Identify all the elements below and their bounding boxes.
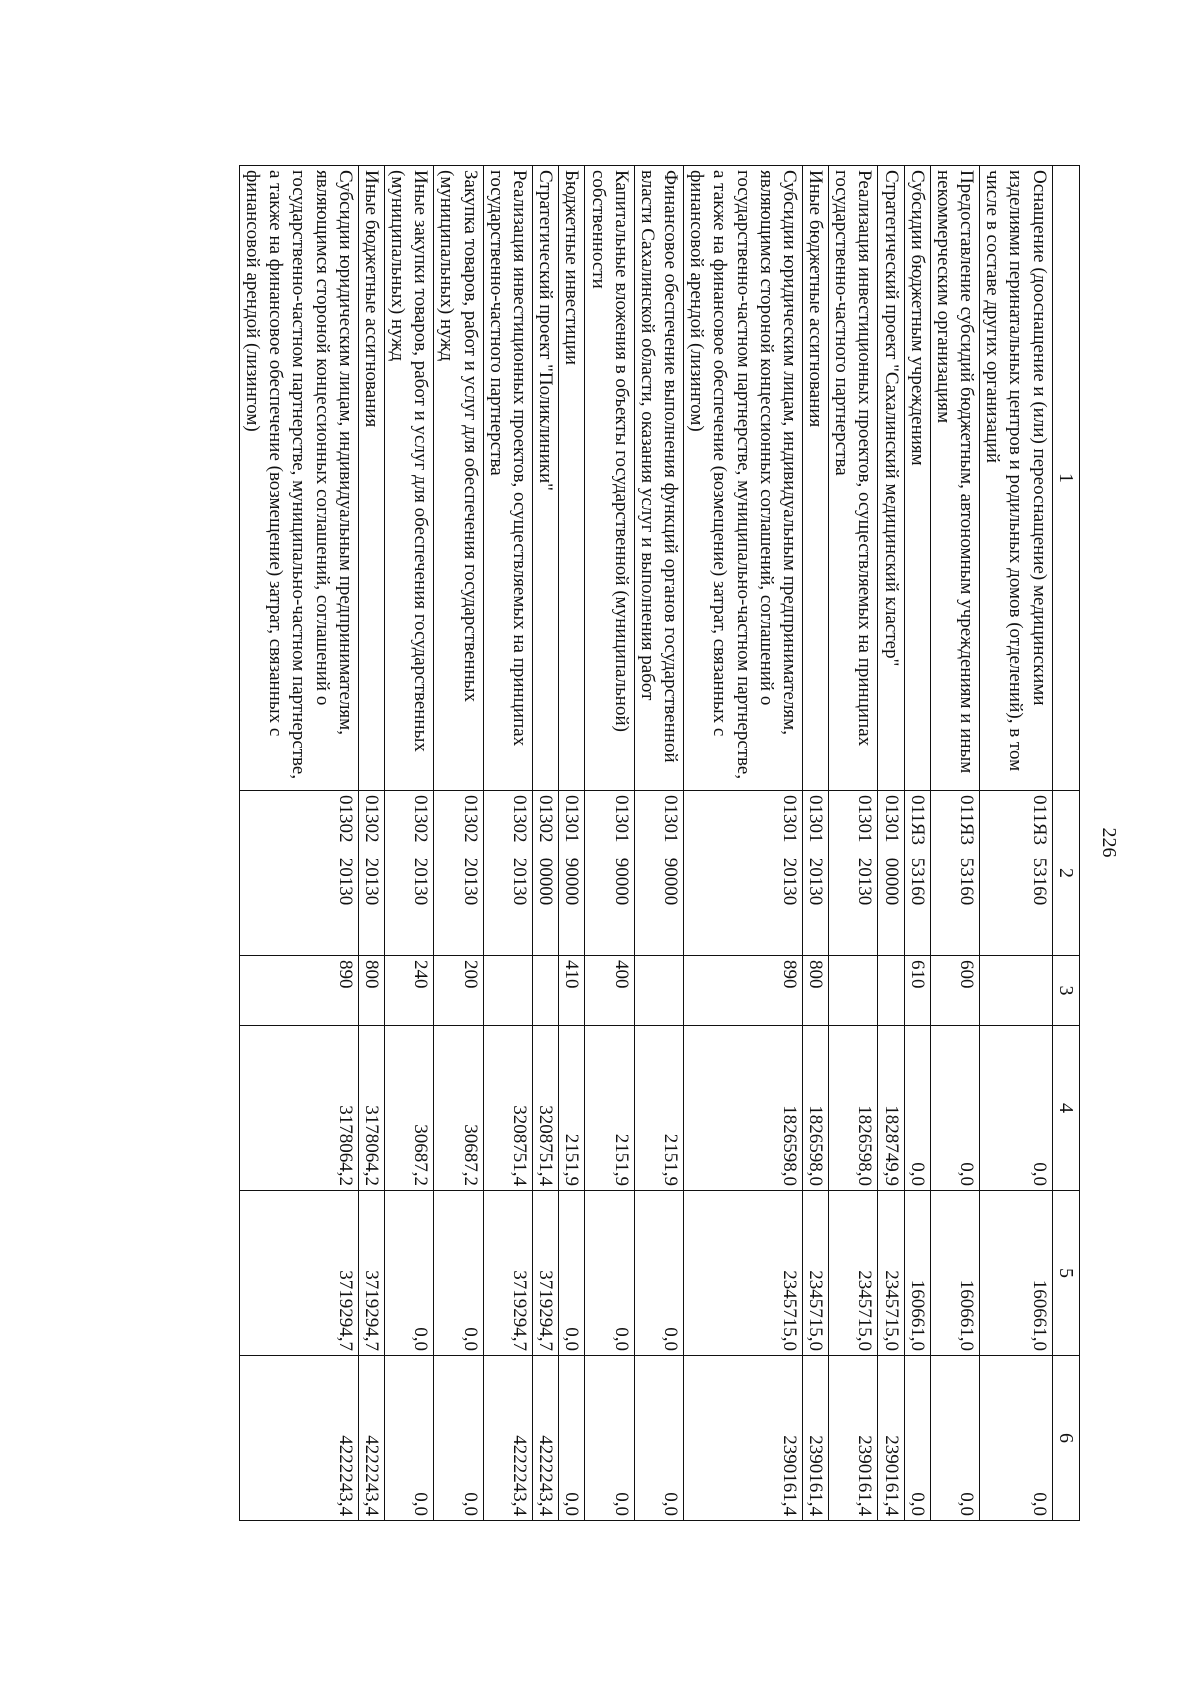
row-value-1: 2151,9 — [634, 1026, 683, 1191]
row-code — [585, 791, 634, 956]
table-row — [904, 166, 930, 1521]
row-value-1: 1826598,0 — [829, 1026, 878, 1191]
row-code-program: 01301 — [660, 795, 682, 843]
row-code — [559, 791, 585, 956]
row-name: Капитальные вложения в объекты государственной (муниципальной) собственности — [585, 166, 634, 791]
row-code — [634, 791, 683, 956]
row-group — [533, 956, 559, 1026]
row-value-1: 2151,9 — [559, 1026, 585, 1191]
table-row — [559, 166, 585, 1521]
row-code-program: 01301 — [854, 795, 876, 843]
row-code — [904, 791, 930, 956]
row-value-1: 3178064,2 — [239, 1026, 358, 1191]
row-name: Иные бюджетные ассигнования — [358, 166, 384, 791]
table-row — [483, 166, 532, 1521]
row-group — [878, 956, 904, 1026]
row-value-1: 3178064,2 — [358, 1026, 384, 1191]
row-code-direction: 20130 — [360, 857, 382, 906]
row-code-program: 01301 — [561, 795, 583, 843]
row-value-3: 0,0 — [634, 1356, 683, 1521]
row-code-direction: 00000 — [535, 857, 557, 906]
table-body — [239, 166, 1052, 1521]
table-row — [930, 166, 979, 1521]
row-value-3: 0,0 — [434, 1356, 483, 1521]
row-code — [358, 791, 384, 956]
row-name: Субсидии юридическим лицам, индивидуальным предпринимателям, являющимся стороной концессионных соглашений, соглашений о государственно-частном партнерстве, муниципально-частном партнерстве, а также на финансовое обеспечение (возмещение) затрат, связанных с финансовой арендой (лизингом) — [239, 166, 358, 791]
row-code-program: 011Я3 — [906, 795, 928, 845]
row-value-1: 2151,9 — [585, 1026, 634, 1191]
row-group: 610 — [904, 956, 930, 1026]
row-code — [684, 791, 803, 956]
row-group: 800 — [802, 956, 828, 1026]
row-value-2: 0,0 — [559, 1191, 585, 1356]
header-col-6: 6 — [1052, 1356, 1079, 1521]
row-value-3: 4222243,4 — [239, 1356, 358, 1521]
row-group: 200 — [434, 956, 483, 1026]
row-code — [930, 791, 979, 956]
row-code-direction: 53160 — [906, 857, 928, 906]
row-code-direction: 90000 — [610, 857, 632, 906]
row-code-direction: 20130 — [854, 857, 876, 906]
rotated-content — [80, 165, 1120, 1520]
header-col-4: 4 — [1052, 1026, 1079, 1191]
row-value-2: 2345715,0 — [829, 1191, 878, 1356]
row-name: Иные закупки товаров, работ и услуг для обеспечения государственных (муниципальных) нужд — [384, 166, 433, 791]
row-group: 600 — [930, 956, 979, 1026]
row-name: Иные бюджетные ассигнования — [802, 166, 828, 791]
row-value-3: 4222243,4 — [358, 1356, 384, 1521]
table-row — [878, 166, 904, 1521]
row-code — [483, 791, 532, 956]
row-code-direction: 20130 — [509, 857, 530, 906]
row-name: Закупка товаров, работ и услуг для обеспечения государственных (муниципальных) нужд — [434, 166, 483, 791]
header-col-3: 3 — [1052, 956, 1079, 1026]
row-name: Субсидии юридическим лицам, индивидуальным предпринимателям, являющимся стороной концессионных соглашений, соглашений о государственно-частном партнерстве, муниципально-частном партнерстве, а также на финансовое обеспечение (возмещение) затрат, связанных с финансовой арендой (лизингом) — [684, 166, 803, 791]
row-code-program: 01301 — [778, 795, 800, 843]
row-code — [980, 791, 1053, 956]
row-value-3: 2390161,4 — [684, 1356, 803, 1521]
table-row — [358, 166, 384, 1521]
budget-table — [239, 165, 1080, 1521]
row-value-3: 0,0 — [930, 1356, 979, 1521]
row-value-3: 0,0 — [585, 1356, 634, 1521]
row-value-1: 3208751,4 — [533, 1026, 559, 1191]
row-group: 410 — [559, 956, 585, 1026]
row-group: 800 — [358, 956, 384, 1026]
row-name: Субсидии бюджетным учреждениям — [904, 166, 930, 791]
row-value-2: 160661,0 — [980, 1191, 1053, 1356]
row-value-1: 1826598,0 — [802, 1026, 828, 1191]
row-name: Реализация инвестиционных проектов, осуществляемых на принципах государственно-частного партнерства — [483, 166, 532, 791]
row-code — [533, 791, 559, 956]
row-code — [878, 791, 904, 956]
row-code-program: 01302 — [410, 795, 432, 843]
row-code — [384, 791, 433, 956]
page-number: 226 — [1098, 827, 1120, 858]
row-code — [434, 791, 483, 956]
table-row — [384, 166, 433, 1521]
row-code-program: 01301 — [805, 795, 827, 843]
row-value-3: 2390161,4 — [878, 1356, 904, 1521]
row-group: 890 — [239, 956, 358, 1026]
table-header — [1052, 166, 1079, 1521]
row-code-program: 01302 — [360, 795, 382, 843]
table-row — [684, 166, 803, 1521]
header-col-2: 2 — [1052, 791, 1079, 956]
table-row — [533, 166, 559, 1521]
table-row — [239, 166, 358, 1521]
row-name: Стратегический проект "Сахалинский медицинский кластер" — [878, 166, 904, 791]
row-value-1: 1828749,9 — [878, 1026, 904, 1191]
row-name: Стратегический проект "Поликлиники" — [533, 166, 559, 791]
row-value-1: 0,0 — [980, 1026, 1053, 1191]
row-value-3: 2390161,4 — [829, 1356, 878, 1521]
row-value-3: 4222243,4 — [533, 1356, 559, 1521]
row-code-program: 01302 — [334, 795, 356, 843]
row-value-3: 0,0 — [904, 1356, 930, 1521]
row-name: Реализация инвестиционных проектов, осуществляемых на принципах государственно-частного партнерства — [829, 166, 878, 791]
row-code — [829, 791, 878, 956]
row-code-direction: 20130 — [459, 857, 481, 906]
row-value-3: 4222243,4 — [483, 1356, 532, 1521]
row-value-1: 1826598,0 — [684, 1026, 803, 1191]
row-value-1: 0,0 — [904, 1026, 930, 1191]
row-value-2: 0,0 — [384, 1191, 433, 1356]
header-row — [1052, 166, 1079, 1521]
table-row — [802, 166, 828, 1521]
row-value-2: 160661,0 — [930, 1191, 979, 1356]
row-value-2: 3719294,7 — [533, 1191, 559, 1356]
table-row — [634, 166, 683, 1521]
row-value-2: 3719294,7 — [239, 1191, 358, 1356]
row-code-direction: 53160 — [1028, 857, 1050, 906]
row-code-program: 01301 — [880, 795, 902, 843]
row-name: Оснащение (дооснащение и (или) переоснащение) медицинскими изделиями перинатальных центров и родильных домов (отделений), в том числе в составе других организаций — [980, 166, 1053, 791]
row-value-2: 3719294,7 — [358, 1191, 384, 1356]
row-value-2: 0,0 — [585, 1191, 634, 1356]
row-value-1: 0,0 — [930, 1026, 979, 1191]
row-value-3: 0,0 — [980, 1356, 1053, 1521]
row-code-program: 01302 — [535, 795, 557, 843]
row-code-direction: 00000 — [880, 857, 902, 906]
row-value-3: 0,0 — [384, 1356, 433, 1521]
row-code-program: 011Я3 — [956, 795, 978, 845]
row-value-3: 0,0 — [559, 1356, 585, 1521]
row-group — [634, 956, 683, 1026]
row-value-3: 2390161,4 — [802, 1356, 828, 1521]
table-row — [585, 166, 634, 1521]
row-group: 890 — [684, 956, 803, 1026]
header-col-5: 5 — [1052, 1191, 1079, 1356]
row-name: Предоставление субсидий бюджетным, автономным учреждениям и иным некоммерческим организациям — [930, 166, 979, 791]
row-name: Финансовое обеспечение выполнения функций органов государственной власти Сахалинской области, оказания услуг и выполнения работ — [634, 166, 683, 791]
row-code — [239, 791, 358, 956]
row-value-1: 30687,2 — [434, 1026, 483, 1191]
row-code-program: 01301 — [610, 795, 632, 843]
row-value-1: 3208751,4 — [483, 1026, 532, 1191]
row-value-1: 30687,2 — [384, 1026, 433, 1191]
table-row — [829, 166, 878, 1521]
row-code-direction: 53160 — [956, 857, 978, 906]
row-group: 400 — [585, 956, 634, 1026]
table-row — [980, 166, 1053, 1521]
header-col-1: 1 — [1052, 166, 1079, 791]
row-code — [802, 791, 828, 956]
row-group — [483, 956, 532, 1026]
row-value-2: 2345715,0 — [802, 1191, 828, 1356]
row-code-direction: 20130 — [410, 857, 432, 906]
row-code-program: 011Я3 — [1028, 795, 1050, 845]
row-code-direction: 20130 — [334, 857, 356, 906]
row-code-direction: 90000 — [660, 857, 682, 906]
row-value-2: 0,0 — [434, 1191, 483, 1356]
row-group — [829, 956, 878, 1026]
row-value-2: 0,0 — [634, 1191, 683, 1356]
row-code-direction: 20130 — [805, 857, 827, 906]
row-value-2: 3719294,7 — [483, 1191, 532, 1356]
row-code-direction: 90000 — [561, 857, 583, 906]
row-value-2: 2345715,0 — [684, 1191, 803, 1356]
row-name: Бюджетные инвестиции — [559, 166, 585, 791]
table-row — [434, 166, 483, 1521]
row-value-2: 2345715,0 — [878, 1191, 904, 1356]
row-code-program: 01302 — [509, 795, 530, 843]
row-group: 240 — [384, 956, 433, 1026]
row-code-program: 01302 — [459, 795, 481, 843]
row-value-2: 160661,0 — [904, 1191, 930, 1356]
row-group — [980, 956, 1053, 1026]
row-code-direction: 20130 — [778, 857, 800, 906]
